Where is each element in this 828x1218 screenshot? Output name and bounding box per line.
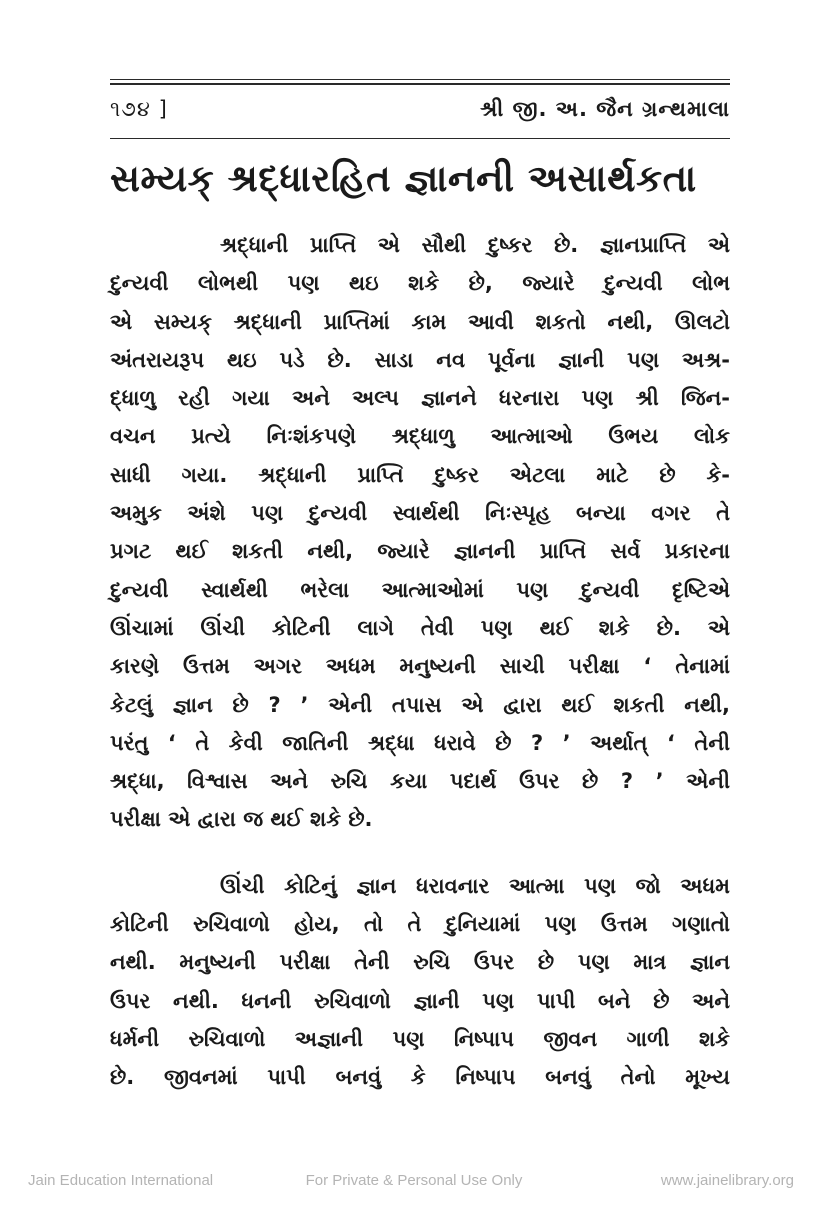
chapter-title: સમ્યક્ શ્રદ્ધારહિત જ્ઞાનની અસાર્થકતા xyxy=(110,157,697,200)
header-rule xyxy=(110,138,730,139)
text-line: ધર્મની રુચિવાળો અજ્ઞાની પણ નિષ્પાપ જીવન ગાળી શકે xyxy=(110,1026,730,1051)
text-line: ઉપર નથી. ધનની રુચિવાળો જ્ઞાની પણ પાપી બને છે અને xyxy=(110,988,730,1013)
header-double-rule xyxy=(110,79,730,85)
watermark-footer xyxy=(0,1172,828,1196)
text-line: કોટિની રુચિવાળો હોય, તો તે દુનિયામાં પણ ઉત્તમ ગણાતો xyxy=(110,912,730,937)
text-line: દુન્યવી લોભથી પણ થઇ શકે છે, જ્યારે દુન્યવી લોભ xyxy=(110,271,730,296)
paragraph-1 xyxy=(110,226,730,839)
footer-website-link[interactable]: www.jainelibrary.org xyxy=(660,1172,794,1189)
footer-publisher: Jain Education International xyxy=(28,1172,214,1189)
page-number: ૧૭૪ ] xyxy=(110,96,168,121)
text-line: શ્રદ્ધા, વિશ્વાસ અને રુચિ કયા પદાર્થ ઉપર છે ? ’ એની xyxy=(110,769,730,794)
text-line: પ્રગટ થઈ શકતી નથી, જ્યારે જ્ઞાનની પ્રાપ્તિ સર્વ પ્રકારના xyxy=(110,539,730,564)
paragraph-2 xyxy=(110,867,730,1097)
paragraph-gap xyxy=(110,839,730,867)
text-line: દ્ધાળુ રહી ગયા અને અલ્પ જ્ઞાનને ધરનારા પણ શ્રી જિન- xyxy=(110,386,730,411)
text-line: દુન્યવી સ્વાર્થથી ભરેલા આત્માઓમાં પણ દુન્યવી દૃષ્ટિએ xyxy=(110,577,730,602)
text-line: પરીક્ષા એ દ્વારા જ થઈ શકે છે. xyxy=(110,807,373,832)
text-line: વચન પ્રત્યે નિઃશંકપણે શ્રદ્ધાળુ આત્માઓ ઉભય લોક xyxy=(110,424,730,449)
text-line: પરંતુ ‘ તે કેવી જાતિની શ્રદ્ધા ધરાવે છે ? ’ અર્થાત્ ‘ તેની xyxy=(110,730,730,755)
footer-usage-notice: For Private & Personal Use Only xyxy=(305,1172,523,1189)
body-text xyxy=(110,226,730,1097)
running-head xyxy=(110,92,730,126)
text-line: નથી. મનુષ્યની પરીક્ષા તેની રુચિ ઉપર છે પણ માત્ર જ્ઞાન xyxy=(110,950,730,975)
text-line: ઊંચી કોટિનું જ્ઞાન ધરાવનાર આત્મા પણ જો અધમ xyxy=(220,873,730,898)
text-line: શ્રદ્ધાની પ્રાપ્તિ એ સૌથી દુષ્કર છે. જ્ઞાનપ્રાપ્તિ એ xyxy=(220,233,730,257)
text-line: અમુક અંશે પણ દુન્યવી સ્વાર્થથી નિઃસ્પૃહ બન્યા વગર તે xyxy=(110,501,730,526)
text-line: ઊંચામાં ઊંચી કોટિની લાગે તેવી પણ થઈ શકે છે. એ xyxy=(110,615,730,640)
text-line: એ સમ્યક્ શ્રદ્ધાની પ્રાપ્તિમાં કામ આવી શકતો નથી, ઊલટો xyxy=(110,309,730,334)
text-line: સાધી ગયા. શ્રદ્ધાની પ્રાપ્તિ દુષ્કર એટલા માટે છે કે- xyxy=(110,462,730,487)
text-line: છે. જીવનમાં પાપી બનવું કે નિષ્પાપ બનવું તેનો મૂખ્ય xyxy=(110,1065,730,1090)
text-line: કેટલું જ્ઞાન છે ? ’ એની તપાસ એ દ્વારા થઈ શકતી નથી, xyxy=(110,692,730,717)
text-line: અંતરાયરૂપ થઇ પડે છે. સાડા નવ પૂર્વના જ્ઞાની પણ અશ્ર- xyxy=(110,347,730,372)
book-page xyxy=(110,0,730,1150)
series-title: શ્રી જી. અ. જૈન ગ્રન્થમાલા xyxy=(480,96,730,121)
text-line: કારણે ઉત્તમ અગર અધમ મનુષ્યની સાચી પરીક્ષા ‘ તેનામાં xyxy=(110,654,730,679)
